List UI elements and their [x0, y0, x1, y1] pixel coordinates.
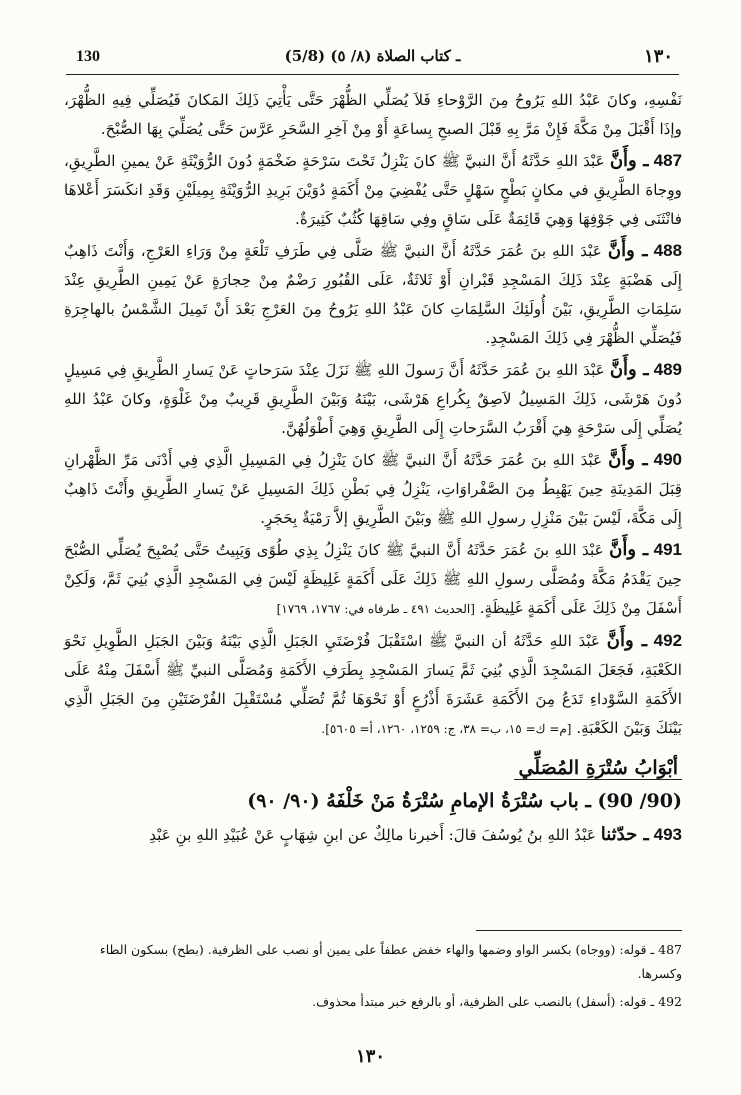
hadith-lead: ـ وأَنَّ: [609, 359, 649, 380]
footnote: 487 ـ قوله: (ووجاه) بكسر الواو وضمها والهاء خفض عطفاً على يمين أو نصب على الظرفية. (بطح) بسكون الطاء وكسرها.: [99, 942, 682, 981]
hadith-lead: ـ وأَنَّ: [609, 539, 649, 560]
section-title: [64, 754, 682, 783]
chapter-title: (90/ 90) ـ باب سُتْرَةُ الإمامِ سُتْرَةُ مَنْ خَلْفَهُ (٩٠/ ٩٠): [247, 790, 682, 812]
hadith-text: عَبْدَ اللهِ حَدَّثَهُ أَنَّ النبيَّ ﷺ كانَ يَنْزِلُ تَحْتَ سَرْحَةٍ ضَخْمَةٍ دُونَ الرُّوَيْثَةِ عَنْ يمينِ الطَّرِيقِ، ووِجاهَ الطَّرِيقِ في مكانٍ بَطْحٍ سَهْلٍ حَتَّى يُفْضِيَ مِنْ أَكَمَةٍ دُوَيْنَ بَرِيدِ الرُّوَيْثَةِ بِمِيلَيْنِ وَقَدِ انكَسَرَ أَعْلاهَا فانْثَنَى فِي جَوْفِهَا وَهِيَ قَائِمَةٌ عَلَى سَاقٍ وفِي سَاقِهَا كُثُبٌ كَثِيرَةٌ.: [64, 152, 682, 228]
running-title: (5/8) ـ كتاب الصلاة (٨/ ٥): [284, 47, 461, 65]
hadith-489: [64, 355, 682, 443]
hadith-lead: ـ وأَنَّ: [606, 630, 647, 651]
hadith-lead: ـ وأَنَّ: [609, 150, 649, 171]
page-number-latin: 130: [76, 48, 100, 65]
hadith-number: 490: [653, 450, 683, 469]
hadith-490: [64, 445, 682, 533]
hadith-492: [64, 626, 682, 744]
footnote-divider: [476, 930, 682, 931]
hadith-491: [64, 535, 682, 624]
hadith-number: 487: [653, 151, 683, 170]
paragraph-text: نَفْسِهِ، وكانَ عَبْدُ اللهِ يَرُوحُ مِنَ الرَّوْحاءِ فَلاَ يُصَلِّي الظُّهْرَ حَتَّى يَأْتِيَ ذَلِكَ المَكانَ فَيُصَلِّي فِيهِ الظُّهْرَ، وإذَا أَقْبَلَ مِنْ مَكَّةَ فَإِنْ مَرَّ بِهِ قَبْلَ الصبحِ بِساعَةٍ أَوْ مِنْ آخِرِ السَّحَرِ عَرَّسَ حَتَّى يُصَلِّيَ بِهَا الصُّبْحَ.: [64, 91, 682, 138]
hadith-number: 492: [653, 631, 683, 650]
footer-page-number: ١٣٠: [355, 1046, 385, 1067]
hadith-493: [64, 820, 682, 850]
hadith-text: عَبْدَ اللهِ حَدَّثَهُ أن النبيَّ ﷺ اسْتَقْبَلَ فُرْضَتَيِ الجَبَلِ الَّذِي بَيْنَهُ وَبَيْنَ الجَبَلِ الطَّوِيلِ نَحْوَ الكَعْبَةِ، فَجَعَلَ المَسْجِدَ الَّذِي بُنِيَ ثَمَّ يَسارَ المَسْجِدِ بِطَرَفِ الأَكَمَةِ وَمُصَلَّى النبيِّ ﷺ أَسْفَلَ مِنْهُ عَلَى الأَكَمَةِ السَّوْداءِ تَدَعُ مِنَ الأَكَمَةِ عَشَرَةَ أَذْرُعٍ أَوْ نَحْوَهَا ثُمَّ تُصَلِّي مُسْتَقْبِلَ الفُرْضَتَيْنِ مِنَ الجَبَلِ الَّذِي بَيْنَكَ وَبَيْنَ الكَعْبَةِ.: [64, 632, 682, 737]
hadith-reference: [الحديث ٤٩١ ـ طرفاه في: ١٧٦٧، ١٧٦٩]: [276, 602, 475, 616]
hadith-text: عَبْدَ اللهِ بنَ عُمَرَ حَدَّثَهُ أَنَّ النبيَّ ﷺ صَلَّى فِي طَرَفِ تَلْعَةٍ مِنْ وَرَاءِ العَرْجِ، وَأَنْتَ ذَاهِبٌ إِلَى هَضْبَةٍ عِنْدَ ذَلِكَ المَسْجِدِ قَبْرانِ أَوْ ثَلاثَةٌ، عَلَى القُبُورِ رَضْمٌ مِنْ حِجارَةٍ عَنْ يَمِينِ الطَّرِيقِ عِنْدَ سَلِمَاتِ الطَّرِيقِ، بَيْنَ أُولَئِكَ السَّلِمَاتِ كانَ عَبْدُ اللهِ يَرُوحُ مِنَ العَرْجِ بَعْدَ أَنْ تَمِيلَ الشَّمْسُ بالهاجِرَةِ فَيُصَلِّي الظُّهْرَ فِي ذَلِكَ المَسْجِدِ.: [64, 242, 682, 347]
footnotes: [64, 938, 682, 1018]
hadith-lead: ـ وأَنَّ: [608, 449, 648, 470]
hadith-text: عَبْدُ اللهِ بنُ يُوسُفَ قالَ: أَخبرنا مالِكٌ عن ابنِ شِهَابٍ عَنْ عُبَيْدِ اللهِ بنِ عَبْدِ: [149, 826, 596, 844]
footnote: 492 ـ قوله: (أسفل) بالنصب على الظرفية، أو بالرفع خبر مبتدأ محذوف.: [312, 994, 682, 1009]
hadith-lead: ـ حدّثنا: [600, 824, 649, 845]
main-text: [64, 86, 682, 852]
section-title-text: أبْوَابُ سُتْرَةِ المُصَلِّي: [514, 757, 682, 780]
hadith-number: 489: [653, 360, 683, 379]
hadith-488: [64, 236, 682, 353]
hadith-number: 491: [653, 540, 683, 559]
hadith-number: 488: [653, 241, 683, 260]
hadith-487: [64, 146, 682, 234]
hadith-lead: ـ وأَنَّ: [607, 240, 648, 261]
hadith-text: عَبْدَ اللهِ بنَ عُمَرَ حَدَّثَهُ أَنَّ رَسولَ اللهِ ﷺ نَزَلَ عِنْدَ سَرَحاتٍ عَنْ يَسارِ الطَّرِيقِ فِي مَسِيلٍ دُونَ هَرْشَى، ذَلِكَ المَسِيلُ لاَصِقٌ بِكُراعِ هَرْشَى، بَيْنَهُ وَبَيْنَ الطَّرِيقِ قَرِيبٌ مِنْ غَلْوَةٍ، وكانَ عَبْدُ اللهِ يُصَلِّي إِلَى سَرْحَةٍ هِيَ أَقْرَبُ السَّرَحاتِ إِلَى الطَّرِيقِ وَهِيَ أَطْوَلُهُنَّ.: [64, 361, 682, 437]
hadith-text: عَبْدَ اللهِ بنَ عُمَرَ حَدَّثَهُ أَنَّ النبيَّ ﷺ كانَ يَنْزِلُ بِذِي طُوًى وَيَبِيتُ حَتَّى يُصْبِحَ يُصَلِّي الصُّبْحَ حِينَ يَقْدَمُ مَكَّةَ ومُصَلَّى رسولِ اللهِ ﷺ ذَلِكَ عَلَى أَكَمَةٍ غَلِيظَةٍ لَيْسَ فِي المَسْجِدِ الَّذِي بُنِيَ ثَمَّ، وَلَكِنْ أَسْفَلَ مِنْ ذَلِكَ عَلَى أَكَمَةٍ غَلِيظَةٍ.: [64, 541, 682, 617]
page-header: [66, 44, 679, 75]
paragraph-continuation: [64, 86, 682, 144]
page-number-arabic: ١٣٠: [643, 46, 673, 66]
hadith-text: عَبْدَ اللهِ بنَ عُمَرَ حَدَّثَهُ أَنَّ النبيَّ ﷺ كانَ يَنْزِلُ فِي المَسِيلِ الَّذِي فِي أَدْنَى مَرِّ الظَّهْرانِ قِبَلَ المَدِينَةِ حِينَ يَهْبِطُ مِنَ الصَّفْراوَاتِ، يَنْزِلُ فِي بَطْنِ ذَلِكَ المَسِيلِ عَنْ يَسارِ الطَّرِيقِ وأَنْتَ ذَاهِبٌ إِلَى مَكَّةَ، لَيْسَ بَيْنَ مَنْزِلِ رسولِ اللهِ ﷺ وبَيْنَ الطَّرِيقِ إلاَّ رَمْيَةٌ بِحَجَرٍ.: [64, 451, 682, 527]
hadith-reference: [م= ك= ١٥، ب= ٣٨، ج: ١٢٥٩، ١٢٦٠، أ= ٥٦٠٥].: [321, 722, 572, 736]
hadith-number: 493: [653, 825, 682, 844]
